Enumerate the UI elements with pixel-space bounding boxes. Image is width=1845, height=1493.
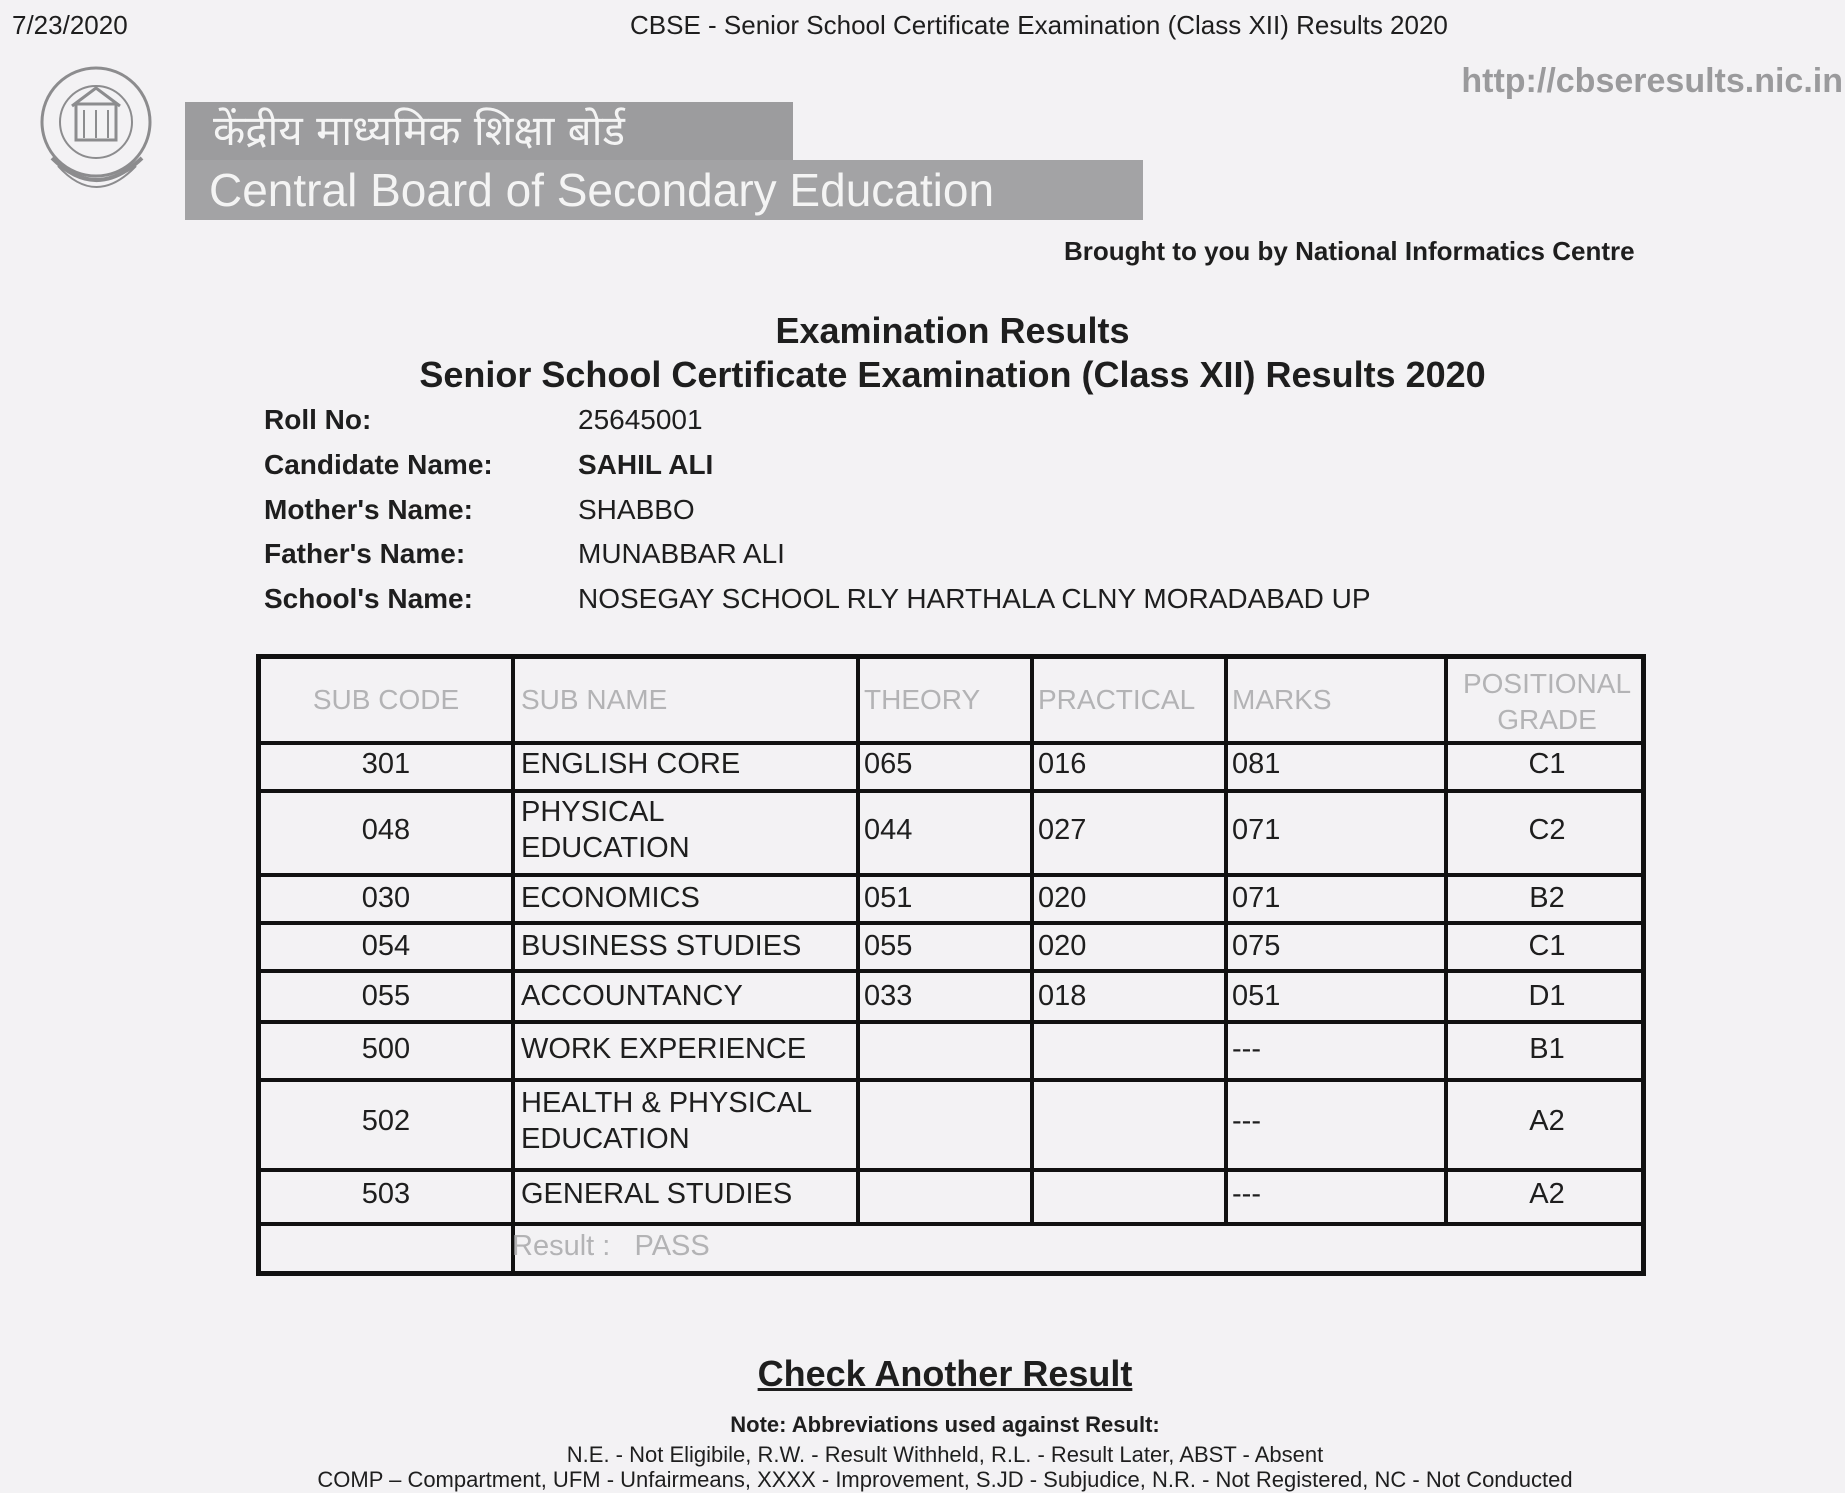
abbreviations-line-2: COMP – Compartment, UFM - Unfairmeans, XXXX - Improvement, S.JD - Subjudice, N.R. - Not Registered, NC - Not Conducted <box>317 1467 1573 1492</box>
check-another-result-wrap <box>0 1353 1845 1395</box>
cbse-emblem-icon <box>38 62 160 210</box>
row1-marks: 081 <box>1232 748 1281 780</box>
roll-no-value: 25645001 <box>578 404 703 435</box>
check-another-result-link[interactable]: Check Another Result <box>757 1353 1133 1394</box>
roll-no-label: Roll No: <box>264 404 372 435</box>
row2-marks: 071 <box>1232 814 1281 846</box>
row2-practical: 027 <box>1038 814 1087 846</box>
header-practical: PRACTICAL <box>1038 684 1196 715</box>
print-url: http://cbseresults.nic.in <box>1461 62 1843 100</box>
row5-practical: 018 <box>1038 980 1087 1012</box>
abbreviations-note-title: Note: Abbreviations used against Result: <box>730 1412 1160 1437</box>
candidate-name-label: Candidate Name: <box>264 449 493 480</box>
header-positional: POSITIONAL <box>1462 668 1632 699</box>
school-name-label: School's Name: <box>264 583 473 614</box>
header-sub-name: SUB NAME <box>521 684 668 715</box>
row6-code: 500 <box>361 1033 411 1065</box>
row2-code: 048 <box>361 814 411 846</box>
row5-grade: D1 <box>1528 980 1566 1012</box>
row1-name: ENGLISH CORE <box>521 748 741 780</box>
result-summary <box>512 1230 710 1263</box>
nic-credit: Brought to you by National Informatics Centre <box>1064 236 1635 266</box>
row3-marks: 071 <box>1232 882 1281 914</box>
result-label: Result : <box>512 1230 611 1262</box>
row8-grade: A2 <box>1529 1178 1565 1210</box>
board-name-english: Central Board of Secondary Education <box>185 160 1143 220</box>
row4-code: 054 <box>361 930 411 962</box>
row7-grade: A2 <box>1529 1105 1565 1137</box>
row6-name: WORK EXPERIENCE <box>521 1033 807 1065</box>
row5-marks: 051 <box>1232 980 1281 1012</box>
row2-grade: C2 <box>1528 814 1566 846</box>
row3-theory: 051 <box>864 882 913 914</box>
header-theory: THEORY <box>864 684 981 715</box>
father-name-value: MUNABBAR ALI <box>578 538 785 569</box>
row6-grade: B1 <box>1529 1033 1565 1065</box>
page-title: Examination Results <box>775 310 1130 351</box>
row8-marks: --- <box>1232 1178 1261 1210</box>
board-name-hindi: केंद्रीय माध्यमिक शिक्षा बोर्ड <box>185 102 793 160</box>
row8-name: GENERAL STUDIES <box>521 1178 793 1210</box>
print-page-title: CBSE - Senior School Certificate Examination (Class XII) Results 2020 <box>630 10 1448 40</box>
row8-code: 503 <box>361 1178 411 1210</box>
father-name-label: Father's Name: <box>264 538 466 569</box>
row7-name: HEALTH & PHYSICAL <box>521 1087 813 1119</box>
page-subtitle: Senior School Certificate Examination (Class XII) Results 2020 <box>419 354 1486 395</box>
row1-practical: 016 <box>1038 748 1087 780</box>
row5-theory: 033 <box>864 980 913 1012</box>
row1-grade: C1 <box>1528 748 1566 780</box>
header-marks: MARKS <box>1232 684 1332 715</box>
row3-practical: 020 <box>1038 882 1087 914</box>
row7-marks: --- <box>1232 1105 1261 1137</box>
row4-practical: 020 <box>1038 930 1087 962</box>
row3-code: 030 <box>361 882 411 914</box>
header-sub-code: SUB CODE <box>312 684 460 715</box>
row5-name: ACCOUNTANCY <box>521 980 743 1012</box>
mother-name-value: SHABBO <box>578 494 695 525</box>
candidate-name-value: SAHIL ALI <box>578 449 714 480</box>
row4-name: BUSINESS STUDIES <box>521 930 802 962</box>
row1-theory: 065 <box>864 748 913 780</box>
row7-code: 502 <box>361 1105 411 1137</box>
print-date: 7/23/2020 <box>12 10 128 40</box>
result-value: PASS <box>634 1230 710 1262</box>
abbreviations-line-1: N.E. - Not Eligibile, R.W. - Result Withheld, R.L. - Result Later, ABST - Absent <box>566 1442 1324 1467</box>
row4-grade: C1 <box>1528 930 1566 962</box>
row3-grade: B2 <box>1529 882 1565 914</box>
mother-name-label: Mother's Name: <box>264 494 473 525</box>
row4-marks: 075 <box>1232 930 1281 962</box>
row2-name-line2: EDUCATION <box>521 832 690 864</box>
row7-name-line2: EDUCATION <box>521 1123 690 1155</box>
row2-theory: 044 <box>864 814 913 846</box>
row3-name: ECONOMICS <box>521 882 700 914</box>
marks-table <box>256 654 1646 1276</box>
row1-code: 301 <box>361 748 411 780</box>
row2-name: PHYSICAL <box>521 796 665 828</box>
header-grade: GRADE <box>1497 704 1597 735</box>
row4-theory: 055 <box>864 930 913 962</box>
row5-code: 055 <box>361 980 411 1012</box>
school-name-value: NOSEGAY SCHOOL RLY HARTHALA CLNY MORADABAD UP <box>578 583 1371 614</box>
row6-marks: --- <box>1232 1033 1261 1065</box>
